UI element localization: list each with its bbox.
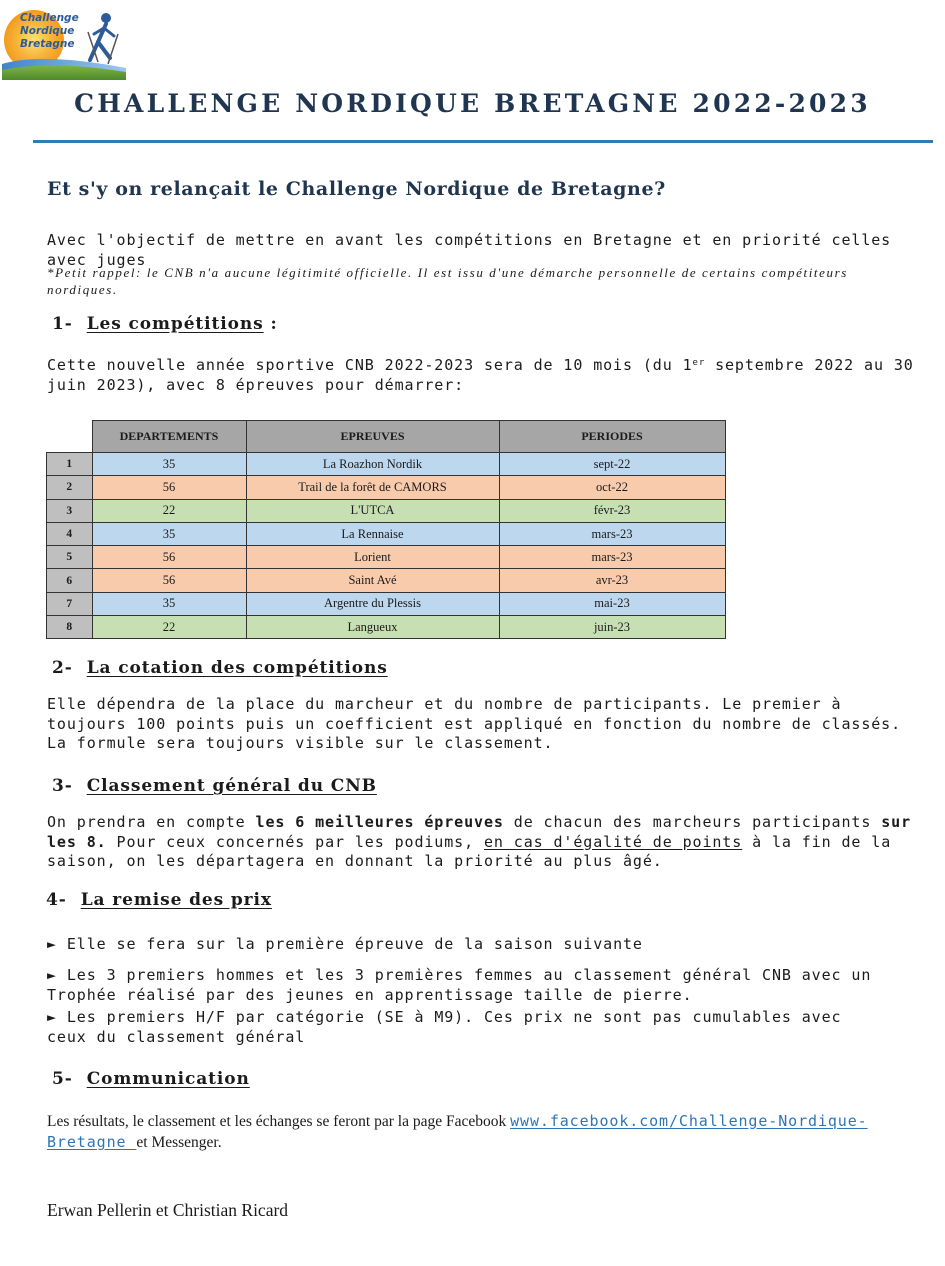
departement-cell: 35 [92, 522, 246, 545]
section-5-text [47, 1111, 927, 1153]
row-number-cell: 7 [47, 592, 93, 615]
departement-cell: 56 [92, 569, 246, 592]
bullet-arrow-icon: ► [47, 966, 57, 984]
section-3-t1: On prendra en compte [47, 813, 256, 831]
departement-cell: 56 [92, 546, 246, 569]
periode-cell: févr-23 [499, 499, 725, 522]
intro-heading: Et s'y on relançait le Challenge Nordique de Bretagne? [47, 178, 666, 200]
logo-line-3: Bretagne [20, 38, 75, 50]
section-1-suffix: : [263, 314, 278, 334]
section-5-heading [52, 1069, 250, 1089]
section-4-label: La remise des prix [80, 890, 272, 910]
section-1-text-a: Cette nouvelle année sportive CNB 2022-2023 sera de 10 mois (du 1 [47, 356, 693, 374]
prize-item-3-text: Les premiers H/F par catégorie (SE à M9). Ces prix ne sont pas cumulables avec ceux du classement général [47, 1008, 842, 1046]
table-header-epreuves: EPREUVES [246, 421, 499, 453]
row-number-cell: 8 [47, 616, 93, 639]
section-4-number: 4- [46, 890, 67, 910]
section-2-heading [52, 658, 388, 678]
epreuve-cell: L'UTCA [246, 499, 499, 522]
competitions-table [46, 420, 726, 639]
row-number-cell: 5 [47, 546, 93, 569]
epreuve-cell: Langueux [246, 616, 499, 639]
intro-objective: Avec l'objectif de mettre en avant les compétitions en Bretagne et en priorité celles avec juges [47, 231, 892, 269]
intro-rappel-note: *Petit rappel: le CNB n'a aucune légitimité officielle. Il est issu d'une démarche personnelle de certains compétiteurs nordiques. [47, 265, 848, 297]
table-header-row [47, 421, 726, 453]
prize-item-1 [47, 935, 917, 955]
row-number-cell: 1 [47, 453, 93, 476]
section-1-label: Les compétitions [86, 314, 264, 334]
epreuve-cell: Saint Avé [246, 569, 499, 592]
section-1-text [47, 356, 917, 395]
section-5-number: 5- [52, 1069, 73, 1089]
signature: Erwan Pellerin et Christian Ricard [47, 1200, 289, 1220]
table-header-periodes: PERIODES [499, 421, 725, 453]
section-2-text: Elle dépendra de la place du marcheur et du nombre de participants. Le premier à toujours 100 points puis un coefficient est appliqué en fonction du nombre de classés. La formule sera toujours visible sur le classement. [47, 695, 902, 752]
epreuve-cell: Argentre du Plessis [246, 592, 499, 615]
section-3-text [47, 813, 912, 872]
section-4-heading [46, 890, 272, 910]
section-3-bold-1: les 6 meilleures épreuves [255, 813, 504, 831]
page-title: CHALLENGE NORDIQUE BRETAGNE 2022-2023 [74, 89, 871, 118]
table-row [47, 522, 726, 545]
epreuve-cell: La Roazhon Nordik [246, 453, 499, 476]
section-3-t2: de chacun des marcheurs participants [503, 813, 882, 831]
section-5-label: Communication [86, 1069, 250, 1089]
prize-item-2 [47, 966, 912, 1005]
table-row [47, 569, 726, 592]
table-row [47, 546, 726, 569]
section-3-t4: à la fin de la saison, on les départagera en donnant la priorité au plus âgé. [47, 832, 892, 870]
logo-line-2: Nordique [20, 25, 75, 37]
facebook-link[interactable]: www.facebook.com/Challenge-Nordique-Bretagne [47, 1112, 868, 1151]
table-body [47, 453, 726, 639]
section-1-number: 1- [52, 314, 73, 334]
table-row [47, 453, 726, 476]
periode-cell: juin-23 [499, 616, 725, 639]
section-5-text-a: Les résultats, le classement et les échanges se feront par la page Facebook [47, 1113, 511, 1130]
section-1-sup: er [692, 358, 706, 368]
prize-item-1-text: Elle se fera sur la première épreuve de la saison suivante [66, 935, 643, 953]
table-row [47, 476, 726, 499]
section-3-bold-2: sur les 8. [47, 813, 911, 851]
row-number-cell: 2 [47, 476, 93, 499]
table-header-departements: DEPARTEMENTS [92, 421, 246, 453]
prize-item-3 [47, 1008, 847, 1047]
bullet-arrow-icon: ► [47, 935, 57, 953]
section-1-text-b: septembre 2022 au 30 juin 2023), avec 8 épreuves pour démarrer: [47, 356, 914, 394]
epreuve-cell: Trail de la forêt de CAMORS [246, 476, 499, 499]
periode-cell: avr-23 [499, 569, 725, 592]
table-header-blank [47, 421, 93, 453]
cnb-logo [2, 6, 126, 80]
periode-cell: sept-22 [499, 453, 725, 476]
periode-cell: oct-22 [499, 476, 725, 499]
table-row [47, 499, 726, 522]
section-5-text-b: et Messenger. [136, 1134, 222, 1151]
periode-cell: mai-23 [499, 592, 725, 615]
departement-cell: 56 [92, 476, 246, 499]
departement-cell: 22 [92, 499, 246, 522]
section-3-number: 3- [52, 776, 73, 796]
periode-cell: mars-23 [499, 546, 725, 569]
periode-cell: mars-23 [499, 522, 725, 545]
table-row [47, 616, 726, 639]
bullet-arrow-icon: ► [47, 1008, 57, 1026]
title-underline-rule [33, 140, 933, 143]
epreuve-cell: La Rennaise [246, 522, 499, 545]
table-row [47, 592, 726, 615]
section-1-heading [52, 314, 278, 334]
section-3-label: Classement général du CNB [86, 776, 377, 796]
section-3-t3: Pour ceux concernés par les podiums, [106, 832, 484, 851]
departement-cell: 35 [92, 592, 246, 615]
row-number-cell: 3 [47, 499, 93, 522]
section-2-label: La cotation des compétitions [86, 658, 388, 678]
logo-text [20, 12, 79, 51]
logo-line-1: Challenge [20, 12, 79, 24]
prize-item-2-text: Les 3 premiers hommes et les 3 premières femmes au classement général CNB avec un Trophée réalisé par des jeunes en apprentissage taille de pierre. [47, 966, 872, 1004]
departement-cell: 22 [92, 616, 246, 639]
epreuve-cell: Lorient [246, 546, 499, 569]
row-number-cell: 4 [47, 522, 93, 545]
row-number-cell: 6 [47, 569, 93, 592]
departement-cell: 35 [92, 453, 246, 476]
section-3-underlined: en cas d'égalité de points [483, 832, 743, 851]
section-2-number: 2- [52, 658, 73, 678]
section-3-heading [52, 776, 377, 796]
